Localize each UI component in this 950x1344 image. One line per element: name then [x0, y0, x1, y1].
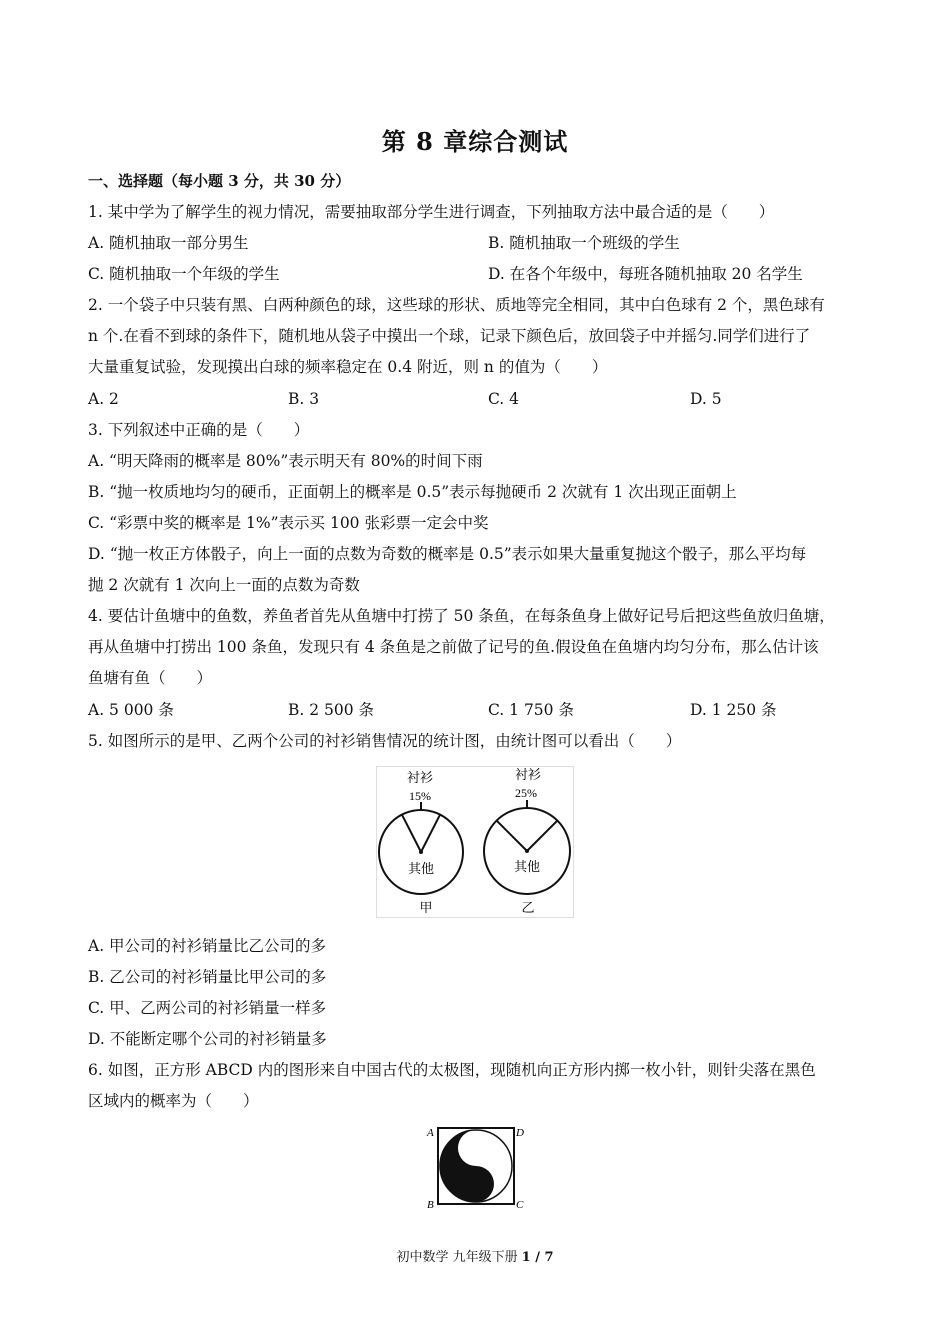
q5-left-slice-line-1 [402, 815, 421, 852]
q4-option-a: A. 5 000 条 [88, 701, 174, 719]
q5-right-top-label: 衬衫 [514, 767, 542, 782]
q1-stem: 1. 某中学为了解学生的视力情况，需要抽取部分学生进行调查，下列抽取方法中最合适的是（ ） [88, 203, 775, 221]
q5-left-center-dot [419, 850, 423, 854]
q1-option-b: B. 随机抽取一个班级的学生 [488, 234, 680, 252]
q4-option-c: C. 1 750 条 [488, 701, 574, 719]
q5-option-c: C. 甲、乙两公司的衬衫销量一样多 [88, 999, 327, 1017]
q5-option-b: B. 乙公司的衬衫销量比甲公司的多 [88, 968, 327, 986]
q6-taiji-dot-black [472, 1180, 481, 1189]
page-title: 第 8 章综合测试 [381, 127, 569, 156]
q4-option-b: B. 2 500 条 [288, 701, 375, 719]
q3-option-a: A. “明天降雨的概率是 80%”表示明天有 80%的时间下雨 [88, 452, 483, 470]
q5-left-top-label: 衬衫 [406, 770, 434, 785]
q5-left-slice-line-2 [421, 815, 440, 852]
q3-option-c: C. “彩票中奖的概率是 1%”表示买 100 张彩票一定会中奖 [88, 514, 489, 532]
q5-left-pct-label: 15% [409, 789, 431, 803]
page-footer [0, 1246, 950, 1265]
section-heading: 一、选择题（每小题 3 分，共 30 分） [88, 172, 351, 190]
q3-option-d-line-1: D. “抛一枚正方体骰子，向上一面的点数为奇数的概率是 0.5”表示如果大量重复抛这个骰子，那么平均每 [88, 545, 807, 563]
page-number: 1 / 7 [521, 1250, 554, 1265]
q5-stem: 5. 如图所示的是甲、乙两个公司的衬衫销售情况的统计图，由统计图可以看出（ ） [88, 732, 682, 750]
footer-text: 初中数学 九年级下册 [396, 1250, 518, 1265]
q6-label-c: C [516, 1199, 524, 1211]
q2-line-2: n 个.在看不到球的条件下，随机地从袋子中摸出一个球，记录下颜色后，放回袋子中并摇匀.同学们进行了 [88, 327, 811, 345]
q2-option-d: D. 5 [690, 390, 722, 408]
q1-option-a: A. 随机抽取一部分男生 [88, 234, 249, 252]
q4-line-3: 鱼塘有鱼（ ） [88, 669, 213, 687]
q5-right-name: 乙 [521, 900, 535, 915]
q5-left-name: 甲 [419, 900, 433, 915]
q5-right-pct-label: 25% [515, 786, 537, 800]
q5-pie-figure [376, 766, 574, 918]
q6-line-1: 6. 如图，正方形 ABCD 内的图形来自中国古代的太极图，现随机向正方形内掷一枚小针，则针尖落在黑色 [88, 1061, 816, 1079]
q6-label-a: A [427, 1127, 434, 1139]
q4-option-d: D. 1 250 条 [690, 701, 777, 719]
q5-right-center-dot [525, 849, 529, 853]
q5-left-inner-label: 其他 [407, 861, 435, 876]
q2-option-c: C. 4 [488, 390, 520, 408]
q2-option-a: A. 2 [88, 390, 119, 408]
q5-right-inner-label: 其他 [513, 859, 541, 874]
q1-option-d: D. 在各个年级中，每班各随机抽取 20 名学生 [488, 265, 803, 283]
q4-line-2: 再从鱼塘中打捞出 100 条鱼，发现只有 4 条鱼是之前做了记号的鱼.假设鱼在鱼塘内均匀分布，那么估计该 [88, 638, 819, 656]
q2-line-3: 大量重复试验，发现摸出白球的频率稳定在 0.4 附近，则 n 的值为（ ） [88, 358, 608, 376]
q4-line-1: 4. 要估计鱼塘中的鱼数，养鱼者首先从鱼塘中打捞了 50 条鱼，在每条鱼身上做好记号后把这些鱼放归鱼塘， [88, 607, 835, 625]
q5-right-slice-line-2 [527, 821, 557, 851]
q3-stem: 3. 下列叙述中正确的是（ ） [88, 421, 310, 439]
q3-option-d-line-2: 抛 2 次就有 1 次向上一面的点数为奇数 [88, 576, 360, 594]
q6-taiji-dot-white [472, 1144, 481, 1153]
q5-right-slice-line-1 [497, 821, 527, 851]
q2-option-b: B. 3 [288, 390, 320, 408]
q6-label-b: B [427, 1199, 434, 1211]
q5-option-a: A. 甲公司的衬衫销量比乙公司的多 [88, 937, 327, 955]
q6-label-d: D [516, 1127, 524, 1139]
q5-option-d: D. 不能断定哪个公司的衬衫销量多 [88, 1030, 327, 1048]
q2-line-1: 2. 一个袋子中只装有黑、白两种颜色的球，这些球的形状、质地等完全相同，其中白色球有 2 个，黑色球有 [88, 296, 825, 314]
q6-line-2: 区域内的概率为（ ） [88, 1092, 259, 1110]
q1-option-c: C. 随机抽取一个年级的学生 [88, 265, 280, 283]
q6-taiji-figure [424, 1120, 530, 1212]
q3-option-b: B. “抛一枚质地均匀的硬币，正面朝上的概率是 0.5”表示每抛硬币 2 次就有 1 次出现正面朝上 [88, 483, 737, 501]
q6-taiji [440, 1130, 512, 1202]
